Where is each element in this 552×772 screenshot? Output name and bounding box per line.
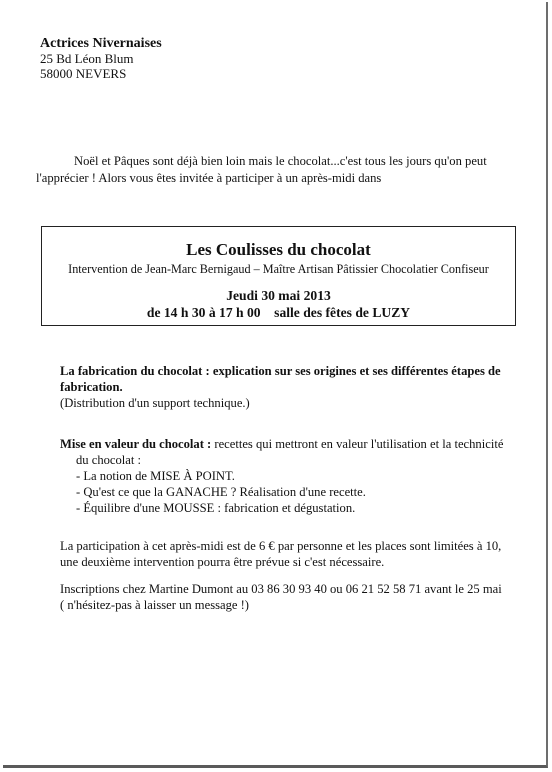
section-mise-en-valeur <box>60 436 520 516</box>
participation-paragraph <box>60 538 520 570</box>
list-item: - Équilibre d'une MOUSSE : fabrication et dégustation. <box>76 501 356 515</box>
inscriptions-line-1: Inscriptions chez Martine Dumont au 03 86 30 93 40 ou 06 21 52 58 71 avant le 25 mai <box>60 582 502 596</box>
sender-street: 25 Bd Léon Blum <box>40 51 134 66</box>
section-fabrication <box>60 363 520 411</box>
section-fabrication-heading-2: fabrication. <box>60 380 123 394</box>
letter-page <box>3 2 548 768</box>
list-item: - La notion de MISE À POINT. <box>76 469 235 483</box>
section-mise-en-valeur-text-2: du chocolat : <box>76 453 142 467</box>
event-title: Les Coulisses du chocolat <box>186 240 371 259</box>
sender-city: 58000 NEVERS <box>40 66 127 81</box>
intro-line-2: l'apprécier ! Alors vous êtes invitée à participer à un après-midi dans <box>36 171 382 185</box>
inscriptions-line-2: ( n'hésitez-pas à laisser un message !) <box>60 598 250 612</box>
sender-name: Actrices Nivernaises <box>40 36 162 51</box>
section-fabrication-note: (Distribution d'un support technique.) <box>60 396 250 410</box>
event-subtitle: Intervention de Jean-Marc Bernigaud – Maître Artisan Pâtissier Chocolatier Confiseur <box>68 262 489 276</box>
section-mise-en-valeur-intro <box>60 436 520 452</box>
participation-line-1: La participation à cet après-midi est de 6 € par personne et les places sont limitées à 10, <box>60 539 502 553</box>
participation-line-2: une deuxième intervention pourra être prévue si c'est nécessaire. <box>60 555 385 569</box>
event-date: Jeudi 30 mai 2013 <box>226 288 331 303</box>
intro-line-1: Noël et Pâques sont déjà bien loin mais le chocolat...c'est tous les jours qu'on peut <box>74 154 487 168</box>
event-box <box>41 226 516 326</box>
event-time-location: de 14 h 30 à 17 h 00 salle des fêtes de LUZY <box>146 305 411 320</box>
sender-address <box>40 36 162 81</box>
list-item: - Qu'est ce que la GANACHE ? Réalisation d'une recette. <box>76 485 366 499</box>
section-mise-en-valeur-text-1: recettes qui mettront en valeur l'utilisation et la technicité <box>211 437 504 451</box>
section-mise-en-valeur-heading: Mise en valeur du chocolat : <box>60 437 212 451</box>
intro-paragraph <box>36 153 506 187</box>
section-fabrication-heading-1: La fabrication du chocolat : explication sur ses origines et ses différentes étapes de <box>60 364 501 378</box>
inscriptions-paragraph <box>60 581 520 613</box>
